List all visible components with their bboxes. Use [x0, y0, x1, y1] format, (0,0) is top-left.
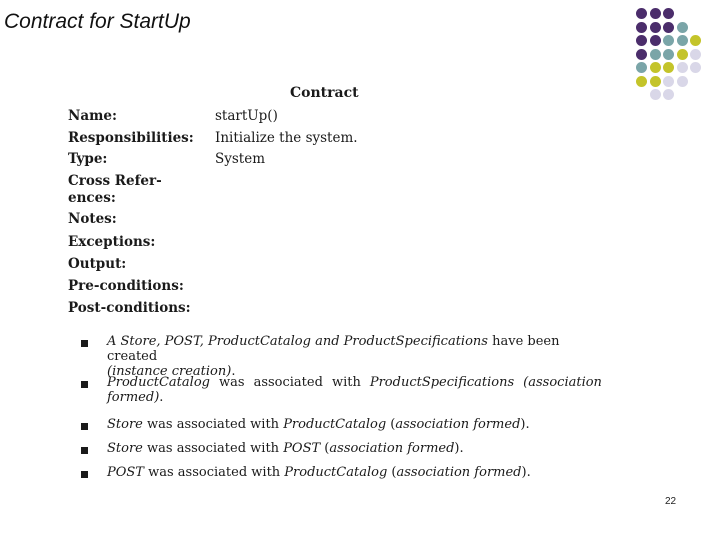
bullet-marker	[81, 381, 88, 388]
postcondition-text: (	[386, 417, 396, 432]
decorative-dot	[650, 62, 661, 73]
postcondition-text-italic: ProductCatalog	[284, 465, 388, 480]
decorative-dot	[663, 49, 674, 60]
bullet-marker	[81, 423, 88, 430]
cross-references-label-line2: ences:	[68, 190, 116, 206]
postcondition-text-italic: POST	[283, 441, 321, 456]
cross-references-label	[68, 173, 162, 207]
postcondition-text: ).	[520, 417, 530, 432]
type-label: Type:	[68, 151, 108, 167]
decorative-dot	[663, 62, 674, 73]
bullet-marker	[81, 340, 88, 347]
decorative-dot	[690, 35, 701, 46]
postcondition-item	[107, 375, 602, 405]
postcondition-text-italic: formed)	[107, 390, 160, 405]
contract-heading: Contract	[290, 85, 359, 101]
postcondition-text: was associated with	[142, 417, 284, 432]
postcondition-word: ProductSpecifications	[369, 375, 515, 390]
decorative-dot	[690, 62, 701, 73]
output-label: Output:	[68, 256, 127, 272]
postcondition-word: with	[331, 375, 361, 390]
page-number: 22	[665, 496, 677, 507]
postcondition-text-italic: Store	[107, 441, 143, 456]
postcondition-line	[107, 390, 602, 405]
postcondition-word: (association	[523, 375, 602, 390]
postcondition-text: (	[320, 441, 330, 456]
decorative-dot	[650, 76, 661, 87]
decorative-dot	[650, 22, 661, 33]
responsibilities-label: Responsibilities:	[68, 130, 194, 146]
decorative-dot	[636, 35, 647, 46]
postcondition-item	[107, 417, 602, 432]
decorative-dot	[650, 89, 661, 100]
decorative-dot	[663, 76, 674, 87]
decorative-dot	[636, 62, 647, 73]
postcondition-text-italic: (instance creation)	[107, 364, 232, 379]
postcondition-text: ).	[454, 441, 464, 456]
postcondition-text-italic: A Store, POST, ProductCatalog and ProductSpecifications	[107, 334, 488, 349]
decorative-dot	[650, 35, 661, 46]
decorative-dot	[677, 76, 688, 87]
decorative-dot	[636, 49, 647, 60]
type-value: System	[215, 151, 266, 167]
decorative-dot	[677, 35, 688, 46]
decorative-dot	[650, 8, 661, 19]
postcondition-text-italic: POST	[107, 465, 144, 480]
bullet-marker	[81, 471, 88, 478]
notes-label: Notes:	[68, 211, 117, 227]
decorative-dot	[677, 22, 688, 33]
name-label: Name:	[68, 108, 117, 124]
postcondition-text: was associated with	[143, 465, 285, 480]
decorative-dot	[690, 49, 701, 60]
postcondition-text-italic: ProductCatalog	[283, 417, 387, 432]
postcondition-text: ).	[521, 465, 531, 480]
decorative-dot	[677, 62, 688, 73]
decorative-dot	[636, 22, 647, 33]
postcondition-line	[107, 334, 602, 364]
preconditions-label: Pre-conditions:	[68, 278, 184, 294]
postcondition-item	[107, 334, 602, 379]
decorative-dot-grid	[636, 8, 720, 118]
decorative-dot	[636, 76, 647, 87]
postcondition-text: (	[387, 465, 397, 480]
decorative-dot	[677, 49, 688, 60]
postcondition-line	[107, 375, 602, 390]
postcondition-word: ProductCatalog	[107, 375, 210, 390]
responsibilities-value: Initialize the system.	[215, 130, 358, 146]
cross-references-label-line1: Cross Refer-	[68, 173, 162, 189]
postconditions-label: Post-conditions:	[68, 300, 191, 316]
slide-title: Contract for StartUp	[4, 10, 191, 33]
decorative-dot	[636, 8, 647, 19]
postcondition-text: was associated with	[142, 441, 284, 456]
decorative-dot	[663, 8, 674, 19]
exceptions-label: Exceptions:	[68, 234, 156, 250]
postcondition-text-italic: Store	[107, 417, 143, 432]
postcondition-word: was	[218, 375, 245, 390]
postcondition-word: associated	[253, 375, 323, 390]
postcondition-text: have been created	[107, 334, 560, 364]
postcondition-item	[107, 441, 602, 456]
decorative-dot	[663, 35, 674, 46]
postcondition-text-italic: association formed	[329, 441, 455, 456]
postcondition-text-italic: association formed	[396, 465, 522, 480]
postcondition-text: .	[231, 364, 236, 379]
bullet-marker	[81, 447, 88, 454]
postcondition-text: .	[159, 390, 164, 405]
name-value: startUp()	[215, 108, 278, 124]
postcondition-text-italic: association formed	[395, 417, 521, 432]
decorative-dot	[663, 22, 674, 33]
decorative-dot	[663, 89, 674, 100]
postcondition-item	[107, 465, 602, 480]
decorative-dot	[650, 49, 661, 60]
